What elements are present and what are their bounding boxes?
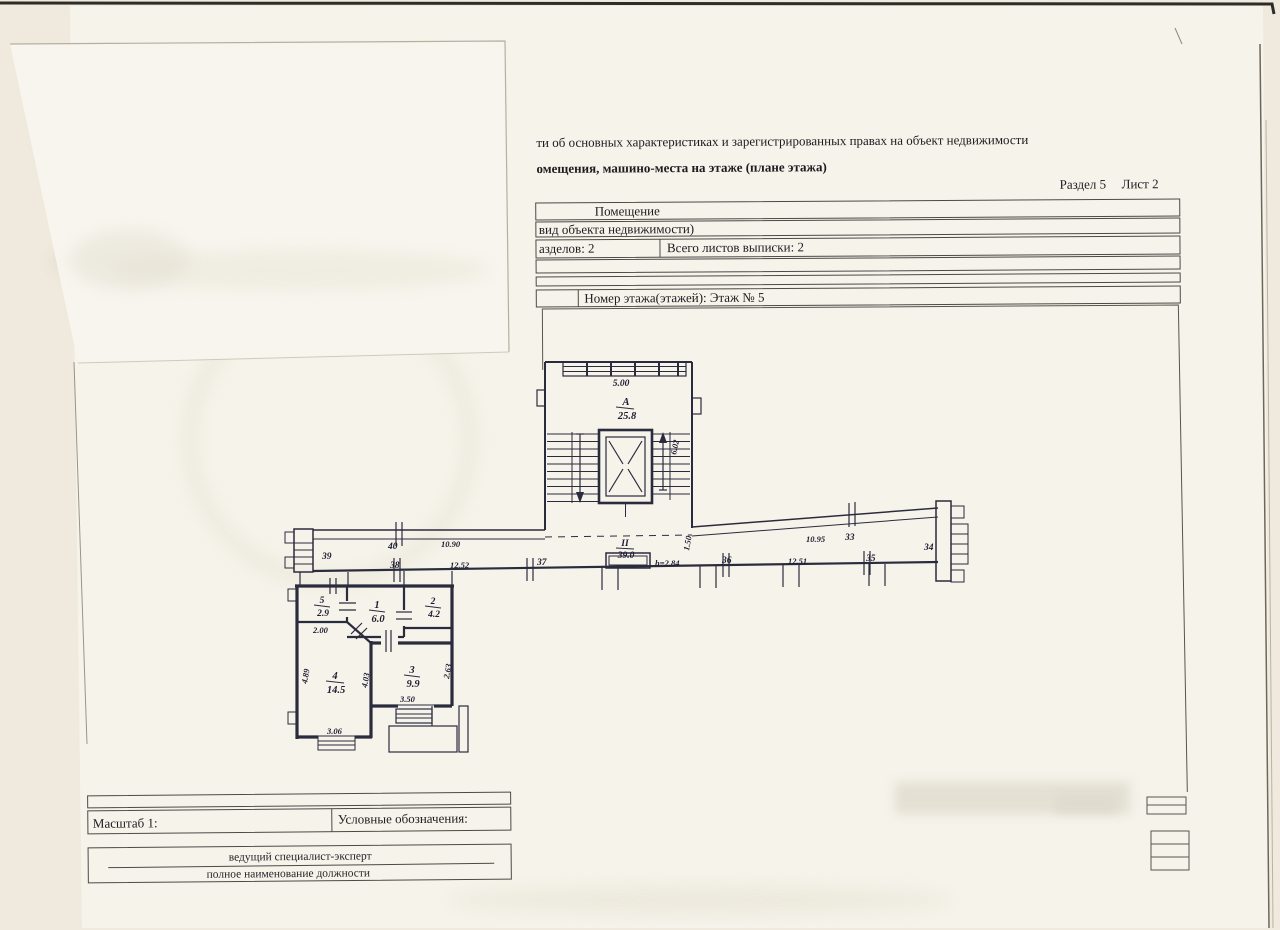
dim-1-50: 1.50 — [681, 534, 694, 552]
room-4-number: 4 — [332, 671, 338, 682]
overlay-blank-sheet — [10, 41, 509, 363]
object-type-cell: Помещение — [594, 203, 660, 219]
dim-2-00: 2.00 — [313, 625, 328, 635]
mark-38: 38 — [390, 561, 400, 571]
mark-39: 39 — [322, 552, 332, 562]
dim-12-51: 12.51 — [788, 556, 808, 566]
mark-35: 35 — [866, 554, 876, 564]
dim-3-50: 3.50 — [400, 694, 415, 704]
title-line: ти об основных характеристиках и зарегистрированных правах на объект недвижимости — [536, 131, 1029, 150]
corridor-height-note: h=2.84 — [655, 558, 680, 568]
dim-2-63: 2.63 — [441, 662, 454, 680]
room-5-number: 5 — [319, 596, 325, 606]
object-type-note-cell: вид объекта недвижимости) — [538, 221, 695, 237]
stair-width-dim: 5.00 — [612, 379, 630, 389]
dim-10-95: 10.95 — [806, 534, 826, 544]
dim-4-03: 4.03 — [359, 671, 372, 689]
sections-total-cell: азделов: 2 — [538, 240, 595, 256]
dim-10-90: 10.90 — [441, 539, 461, 549]
corridor-letter: II — [621, 539, 629, 549]
signer-role: ведущий специалист-эксперт — [228, 850, 372, 864]
dim-3-06: 3.06 — [327, 726, 342, 736]
corridor-area: 39.0 — [617, 551, 635, 561]
stair-depth-dim: 6.02 — [668, 438, 682, 456]
section-label: Раздел 5 — [1059, 176, 1107, 192]
room-4-area: 14.5 — [326, 685, 346, 696]
mark-40: 40 — [388, 542, 398, 552]
signer-note: полное наименование должности — [206, 867, 371, 881]
dim-4-89: 4.89 — [299, 667, 312, 685]
floor-row-cell: Номер этажа(этажей): Этаж № 5 — [584, 289, 765, 306]
room-1-number: 1 — [374, 600, 380, 611]
sheets-total-cell: Всего листов выписки: 2 — [666, 239, 804, 256]
room-1-area: 6.0 — [371, 614, 385, 625]
room-3-number: 3 — [409, 665, 415, 676]
stair-room-area: 25.8 — [617, 411, 637, 422]
legend-label: Условные обозначения: — [337, 810, 468, 827]
sheet-label: Лист 2 — [1121, 176, 1159, 192]
mark-34: 34 — [924, 543, 934, 553]
mark-33: 33 — [845, 533, 855, 543]
mark-37: 37 — [537, 558, 547, 568]
room-2-area: 4.2 — [428, 610, 440, 620]
mark-36: 36 — [722, 556, 732, 566]
room-5-area: 2.9 — [317, 609, 329, 619]
scale-label: Масштаб 1: — [92, 815, 158, 831]
dim-12-52: 12.52 — [450, 560, 470, 570]
room-3-area: 9.9 — [406, 679, 420, 690]
room-2-number: 2 — [430, 597, 436, 607]
subtitle-line: омещения, машино-места на этаже (плане этажа) — [536, 159, 827, 176]
stair-room-letter: А — [622, 397, 630, 408]
